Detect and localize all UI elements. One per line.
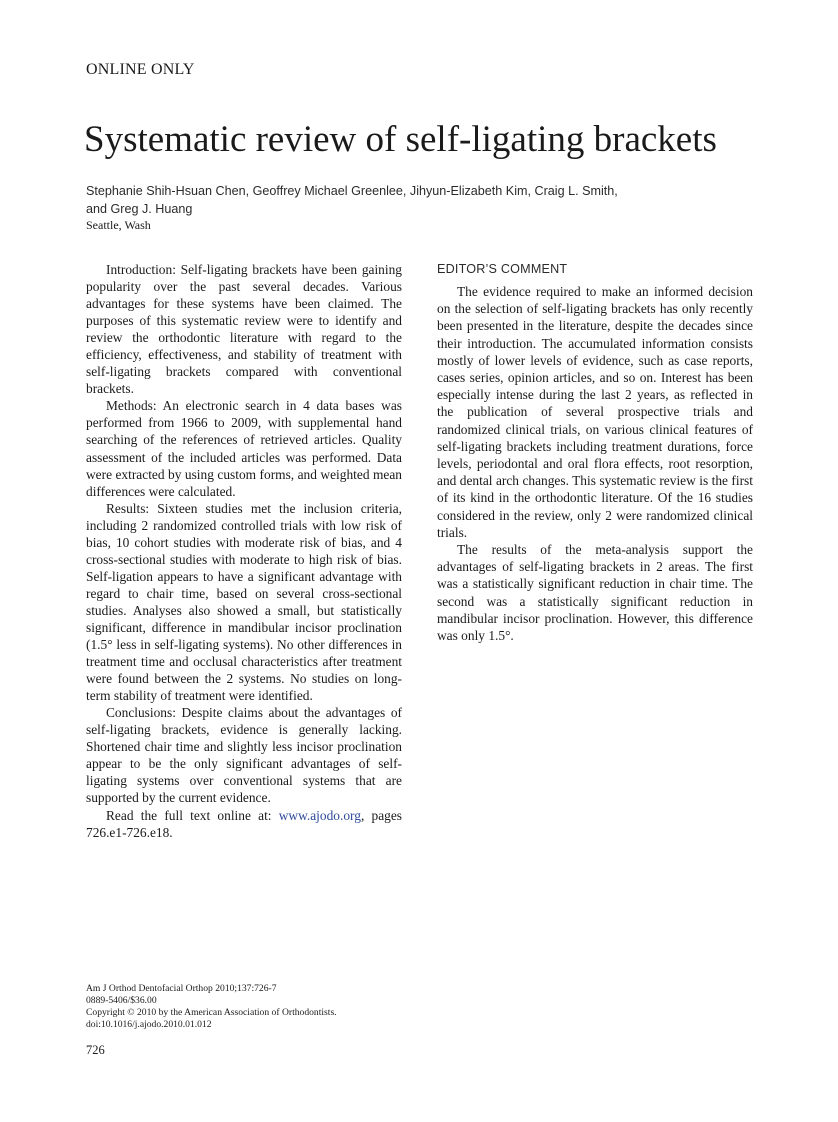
abstract-results: Results: Sixteen studies met the inclusion criteria, including 2 randomized controlled trials with low risk of bias, 10 cohort studies with moderate risk of bias, and 4 cross-sectional studies with moderate to high risk of bias. Self-ligation appears to have a significant advantage with regard to chair time, based on several cross-sectional studies. Analyses also showed a small, but statistically significant, difference in mandibular incisor proclination (1.5° less in self-ligating systems). No other differences in treatment time and occlusal characteristics after treatment were found between the 2 systems. No studies on long-term stability of treatment were identified. bbox=[86, 500, 402, 704]
page-number: 726 bbox=[86, 1043, 105, 1057]
editors-comment bbox=[437, 283, 753, 644]
copyright-notice: Copyright © 2010 by the American Association of Orthodontists. bbox=[86, 1007, 337, 1019]
editors-comment-paragraph-2: The results of the meta-analysis support the advantages of self-ligating brackets in 2 areas. The first was a statistically significant reduction in chair time. The second was a statistically significant reduction in mandibular incisor proclination. However, this difference was only 1.5°. bbox=[437, 542, 753, 644]
authors-line-1: Stephanie Shih-Hsuan Chen, Geoffrey Michael Greenlee, Jihyun-Elizabeth Kim, Craig L. Smith, bbox=[86, 184, 618, 198]
authors-line-2: and Greg J. Huang bbox=[86, 201, 193, 216]
full-text-note bbox=[86, 807, 402, 841]
journal-citation: Am J Orthod Dentofacial Orthop 2010;137:726-7 bbox=[86, 983, 277, 994]
abstract-methods: Methods: An electronic search in 4 data bases was performed from 1966 to 2009, with supplemental hand searching of the references of retrieved articles. Quality assessment of the included articles was performed. Data were extracted by using custom forms, and weighted mean differences were calculated. bbox=[86, 398, 402, 499]
editors-comment-heading: EDITOR’S COMMENT bbox=[437, 262, 568, 276]
author-list bbox=[86, 183, 686, 218]
full-text-pages: , pages 726.e1-726.e18. bbox=[86, 807, 402, 840]
full-text-prefix: Read the full text online at: bbox=[106, 807, 279, 823]
doi: doi:10.1016/j.ajodo.2010.01.012 bbox=[86, 1019, 212, 1031]
section-label: ONLINE ONLY bbox=[86, 61, 195, 78]
citation-block bbox=[86, 983, 337, 1031]
abstract-introduction: Introduction: Self-ligating brackets have been gaining popularity over the past several decades. Various advantages for these systems have been claimed. The purposes of this systematic review were to identify and review the orthodontic literature with regard to the efficiency, effectiveness, and stability of treatment with self-ligating brackets compared with conventional brackets. bbox=[86, 262, 402, 397]
journal-link[interactable]: www.ajodo.org bbox=[278, 807, 361, 823]
editors-comment-paragraph-1: The evidence required to make an informed decision on the selection of self-ligating brackets has only recently been presented in the literature, despite the decades since their introduction. The accumulated information consists mostly of lower levels of evidence, such as case reports, cases series, opinion articles, and so on. Interest has been especially intense during the last 2 years, as reflected in the publication of several prospective trials and randomized clinical trials, on various clinical features of self-ligating brackets including treatment durations, force levels, periodontal and oral flora effects, root resorption, and dental arch changes. This systematic review is the first of its kind in the orthodontic literature. Of the 16 studies considered in the review, only 2 were randomized clinical trials. bbox=[437, 284, 753, 540]
author-location: Seattle, Wash bbox=[86, 218, 151, 232]
article-title: Systematic review of self-ligating brackets bbox=[84, 119, 717, 160]
abstract-conclusions: Conclusions: Despite claims about the advantages of self-ligating brackets, evidence is generally lacking. Shortened chair time and slightly less incisor proclination appear to be the only significant advantages of self-ligating systems over conventional systems that are supported by the current evidence. bbox=[86, 705, 402, 806]
abstract bbox=[86, 261, 402, 841]
issn-price: 0889-5406/$36.00 bbox=[86, 995, 157, 1007]
